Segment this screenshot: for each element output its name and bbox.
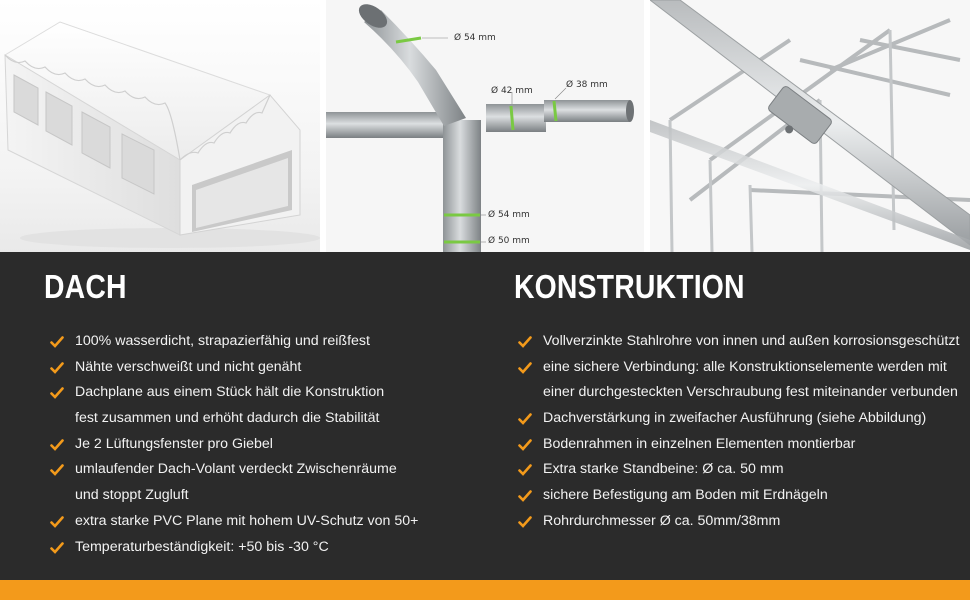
tube-joint-photo [326, 0, 644, 252]
list-item-continuation [50, 408, 470, 434]
list-item [518, 408, 968, 434]
check-icon [518, 515, 532, 529]
list-item-text: Dachplane aus einem Stück hält die Konstruktion [75, 384, 385, 401]
check-icon [50, 335, 64, 349]
list-item-continuation [518, 382, 968, 408]
check-icon [518, 463, 532, 477]
measurement-label: Ø 42 mm [491, 86, 533, 96]
list-item-text: Bodenrahmen in einzelnen Elementen montierbar [543, 435, 856, 452]
product-photo-strip [0, 0, 970, 252]
list-item [518, 357, 968, 383]
list-item [50, 459, 470, 485]
list-item-text: und stoppt Zugluft [75, 487, 189, 504]
list-item [518, 331, 968, 357]
list-item [50, 331, 470, 357]
list-item-text: Nähte verschweißt und nicht genäht [75, 358, 302, 375]
check-icon [50, 541, 64, 555]
section-title-dach: DACH [44, 268, 127, 305]
list-item-text: sichere Befestigung am Boden mit Erdnägeln [543, 487, 828, 504]
tent-photo [0, 0, 320, 252]
check-icon [518, 438, 532, 452]
measurement-label: Ø 50 mm [488, 236, 530, 246]
check-icon [518, 489, 532, 503]
list-item-text: einer durchgesteckten Verschraubung fest miteinander verbunden [543, 384, 958, 401]
check-icon [518, 361, 532, 375]
list-item [50, 357, 470, 383]
list-item-text: Dachverstärkung in zweifacher Ausführung (siehe Abbildung) [543, 410, 927, 427]
check-icon [50, 386, 64, 400]
list-item [518, 511, 968, 537]
list-item-text: fest zusammen und erhöht dadurch die Stabilität [75, 410, 380, 427]
list-item [518, 434, 968, 460]
dach-feature-list [50, 331, 470, 562]
list-item-text: Temperaturbeständigkeit: +50 bis -30 °C [75, 538, 329, 555]
konstruktion-feature-list [518, 331, 968, 537]
list-item [50, 537, 470, 563]
frame-illustration [650, 0, 970, 252]
measurement-label: Ø 38 mm [566, 80, 608, 90]
list-item-text: Vollverzinkte Stahlrohre von innen und außen korrosionsgeschützt [543, 333, 960, 349]
check-icon [518, 335, 532, 349]
list-item [50, 382, 470, 408]
list-item [50, 434, 470, 460]
accent-footer-bar [0, 580, 970, 600]
list-item [518, 459, 968, 485]
check-icon [50, 438, 64, 452]
list-item-text: 100% wasserdicht, strapazierfähig und reißfest [75, 333, 370, 349]
list-item-continuation [50, 485, 470, 511]
list-item [518, 485, 968, 511]
list-item-text: umlaufender Dach-Volant verdeckt Zwischenräume [75, 461, 397, 478]
list-item-text: eine sichere Verbindung: alle Konstruktionselemente werden mit [543, 358, 947, 375]
tent-illustration [0, 0, 320, 252]
list-item-text: extra starke PVC Plane mit hohem UV-Schutz von 50+ [75, 512, 419, 529]
frame-photo [650, 0, 970, 252]
measurement-label: Ø 54 mm [488, 210, 530, 220]
list-item-text: Je 2 Lüftungsfenster pro Giebel [75, 435, 273, 452]
check-icon [518, 412, 532, 426]
check-icon [50, 515, 64, 529]
list-item-text: Rohrdurchmesser Ø ca. 50mm/38mm [543, 512, 781, 529]
list-item-text: Extra starke Standbeine: Ø ca. 50 mm [543, 461, 784, 478]
measurement-label: Ø 54 mm [454, 33, 496, 43]
check-icon [50, 361, 64, 375]
list-item [50, 511, 470, 537]
section-title-konstruktion: KONSTRUKTION [514, 268, 745, 305]
check-icon [50, 463, 64, 477]
